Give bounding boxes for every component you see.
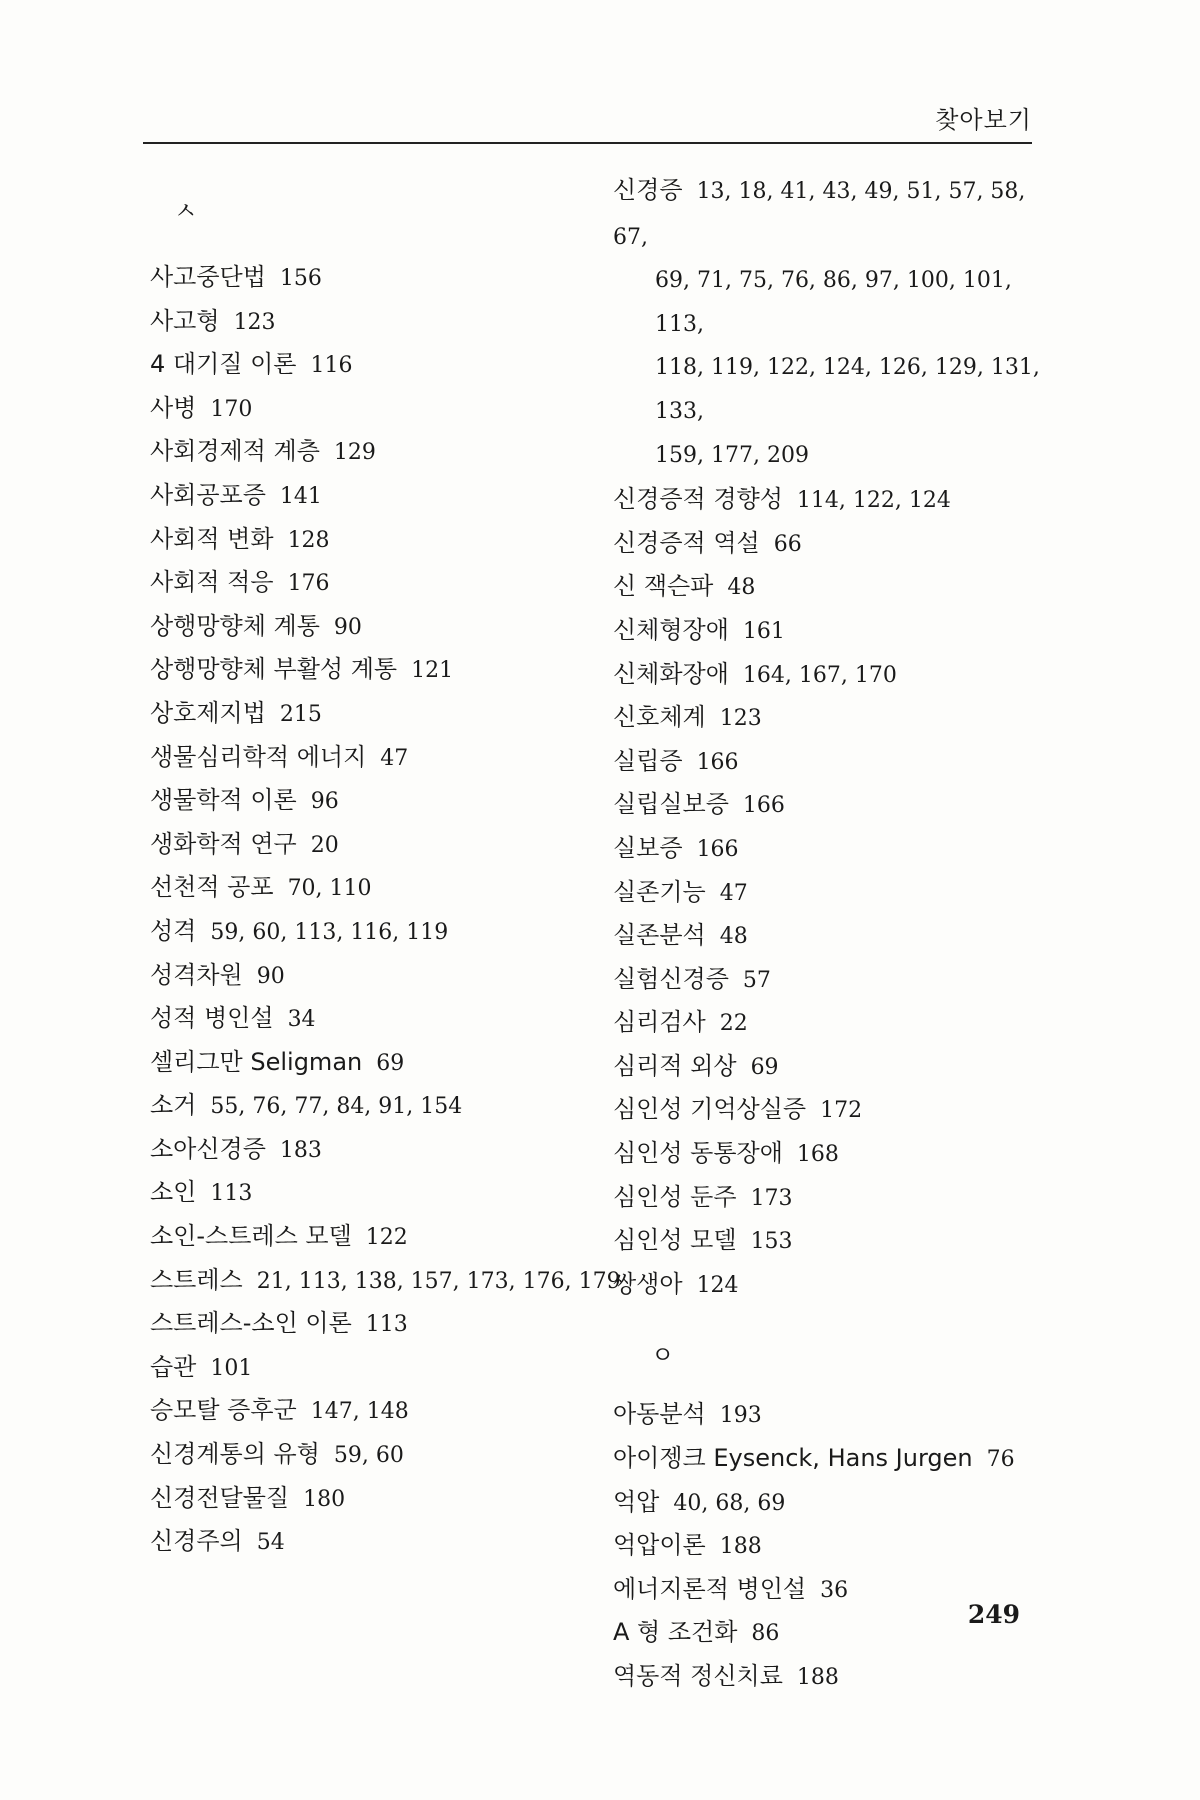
index-entry [150,778,590,822]
entry-term: 신 잭슨파 [613,572,714,601]
index-entry [150,691,590,735]
entry-term: 상행망향체 계통 [150,611,320,640]
entry-pages: 183 [279,1137,322,1163]
entry-term: 사회공포증 [150,480,266,509]
entry-pages: 40, 68, 69 [673,1490,786,1516]
entry-term: 역동적 정신치료 [613,1662,783,1690]
entry-term: 사회적 적응 [150,568,274,597]
index-entry [613,652,1043,696]
index-entry [613,1000,1043,1044]
entry-pages-continued: 159, 177, 209 [655,442,809,468]
index-entry [613,1044,1043,1088]
entry-term: 스트레스-소인 이론 [150,1309,352,1338]
entry-pages: 188 [796,1665,839,1690]
index-entry [150,1083,590,1127]
entry-term: 소인-스트레스 모델 [150,1222,352,1251]
entry-pages: 147, 148 [310,1399,409,1425]
entry-term: 셀리그만 Seligman [150,1047,363,1076]
entry-pages: 153 [750,1229,793,1255]
index-entry [613,1087,1043,1131]
entry-term: 사고형 [150,306,220,335]
entry-term: 심인성 동통장애 [613,1139,783,1168]
entry-pages: 161 [742,618,785,644]
entry-pages: 47 [380,745,409,771]
entry-term: 신경주의 [150,1527,243,1556]
entry-term: 신경계통의 유형 [150,1440,320,1469]
index-entry [150,865,590,909]
entry-term: 상호제지법 [150,698,266,727]
entry-term: 신호체계 [613,703,706,732]
index-entry [613,1523,1043,1567]
entry-term: 심리검사 [613,1008,706,1037]
entry-pages: 124 [696,1272,739,1298]
entry-term: 사회경제적 계층 [150,437,320,466]
entry-term: A 형 조건화 [613,1618,738,1647]
index-entry [150,1301,590,1345]
entry-pages: 90 [333,614,362,640]
entry-pages: 170 [210,396,253,422]
entry-pages: 69 [750,1054,779,1080]
entry-pages: 47 [719,880,748,906]
entry-term: 성격 [150,916,197,945]
entry-term: 생물학적 이론 [150,786,297,815]
entry-pages: 59, 60 [333,1443,404,1469]
entry-term: 억압이론 [613,1531,706,1560]
entry-pages: 116 [310,353,353,379]
header-rule [143,142,1032,144]
entry-pages: 113 [365,1312,408,1338]
entry-term: 신경전달물질 [150,1483,290,1512]
index-column-right [613,168,1043,1698]
section-heading-siot: ㅅ [174,197,198,225]
entry-term: 실존분석 [613,921,706,950]
index-entry [613,695,1043,739]
entry-term: 습관 [150,1352,197,1381]
entry-pages: 86 [751,1621,780,1647]
section-heading-ieung: ㅇ [651,1341,675,1370]
entry-term: 심인성 기억상실증 [613,1095,807,1124]
entry-pages: 173 [750,1185,793,1211]
index-entry [150,386,590,430]
index-entry [150,299,590,343]
index-entry [613,913,1043,957]
index-entry [150,647,590,691]
entry-pages: 193 [719,1403,762,1429]
entry-pages: 166 [696,749,739,775]
index-entry [613,739,1043,783]
entry-term: 생화학적 연구 [150,829,297,858]
index-entry [613,608,1043,652]
entry-pages: 48 [727,575,756,601]
index-entry [150,1345,590,1389]
index-entry [613,1131,1043,1175]
right-entry-list-2 [613,1392,1043,1697]
entry-term: 실립증 [613,746,683,775]
index-entry [150,560,590,604]
index-entry [150,909,590,953]
entry-term: 소인 [150,1178,197,1207]
index-entry [613,1480,1043,1524]
entry-pages: 114, 122, 124 [796,488,951,514]
entry-term: 소아신경증 [150,1134,266,1163]
entry-pages: 69 [376,1050,405,1076]
entry-term: 선천적 공포 [150,873,274,902]
index-entry [150,342,590,386]
index-entry [150,1476,590,1520]
index-entry [150,822,590,866]
entry-term: 생물심리학적 에너지 [150,742,367,771]
entry-term: 심리적 외상 [613,1051,737,1080]
entry-term: 신경증적 경향성 [613,485,783,514]
entry-pages: 166 [696,836,739,862]
index-entry [613,1392,1043,1436]
entry-term: 실립실보증 [613,790,729,819]
entry-term: 신경증 [613,176,683,204]
entry-term: 신체형장애 [613,615,729,644]
entry-pages-continued: 69, 71, 75, 76, 86, 97, 100, 101, 113, [655,268,1012,337]
index-entry [150,255,590,299]
entry-pages: 66 [773,531,802,557]
entry-pages: 48 [719,924,748,950]
entry-term: 사병 [150,393,197,422]
entry-pages: 188 [719,1534,762,1560]
index-entry [150,429,590,473]
entry-pages: 168 [796,1142,839,1168]
entry-pages: 164, 167, 170 [742,662,897,688]
index-entry [613,521,1043,565]
index-column-left [150,168,621,1563]
entry-term: 심인성 모델 [613,1226,737,1255]
entry-pages: 34 [287,1007,316,1033]
index-entry [150,1040,590,1084]
index-entry [613,826,1043,870]
index-entry [150,604,590,648]
entry-term: 에너지론적 병인설 [613,1574,807,1603]
index-entry [150,1214,590,1258]
entry-pages: 20 [310,832,339,858]
index-entry [613,870,1043,914]
entry-pages: 70, 110 [287,876,372,902]
entry-pages: 22 [719,1011,748,1037]
entry-term: 아이젱크 Eysenck, Hans Jurgen [613,1444,973,1473]
index-entry [150,1388,590,1432]
index-entry [613,1654,1043,1698]
entry-pages: 172 [820,1098,863,1124]
index-entry [150,1519,590,1563]
entry-pages: 36 [820,1577,849,1603]
entry-pages: 55, 76, 77, 84, 91, 154 [210,1094,463,1120]
entry-term: 신체화장애 [613,659,729,688]
entry-term: 아동분석 [613,1400,706,1429]
running-title: 찾아보기 [935,106,1032,134]
entry-pages: 129 [333,440,376,466]
entry-pages: 128 [287,527,330,553]
index-entry [613,1436,1043,1480]
index-entry [613,564,1043,608]
entry-pages: 166 [742,793,785,819]
entry-pages: 13, 18, 41, 43, 49, 51, 57, 58, 67, [613,179,1026,250]
entry-term: 쌍생아 [613,1269,683,1298]
index-entry [613,957,1043,1001]
index-entry [150,996,590,1040]
entry-pages: 113 [210,1181,253,1207]
index-entry [150,473,590,517]
entry-term: 승모탈 증후군 [150,1396,297,1425]
left-entry-list [150,255,621,1563]
entry-pages-continued: 118, 119, 122, 124, 126, 129, 131, 133, [655,355,1040,424]
index-entry [613,168,1043,477]
entry-pages: 123 [719,706,762,732]
entry-term: 성적 병인설 [150,1004,274,1033]
entry-term: 실존기능 [613,877,706,906]
entry-term: 실보증 [613,833,683,862]
entry-pages: 122 [365,1225,408,1251]
index-entry [150,735,590,779]
entry-pages: 21, 113, 138, 157, 173, 176, 179 [256,1268,621,1294]
entry-pages: 156 [279,266,322,291]
entry-pages: 54 [256,1530,285,1556]
index-entry [150,517,590,561]
entry-term: 스트레스 [150,1265,243,1294]
index-entry [613,1175,1043,1219]
index-entry [613,1218,1043,1262]
entry-term: 실험신경증 [613,964,729,993]
entry-pages: 101 [210,1355,253,1381]
entry-pages: 57 [742,967,771,993]
index-entry [613,1262,1043,1306]
entry-term: 사고중단법 [150,263,266,291]
index-entry [150,1258,621,1302]
entry-pages: 121 [411,658,454,684]
entry-term: 신경증적 역설 [613,528,760,557]
entry-term: 상행망향체 부활성 계통 [150,655,398,684]
entry-term: 4 대기질 이론 [150,350,297,379]
entry-term: 심인성 둔주 [613,1182,737,1211]
entry-pages: 176 [287,571,330,597]
entry-pages: 76 [986,1447,1015,1473]
entry-pages: 215 [279,701,322,727]
page-number: 249 [967,1600,1020,1629]
entry-pages: 59, 60, 113, 116, 119 [210,919,449,945]
entry-pages: 141 [279,483,322,509]
index-entry [613,477,1043,521]
entry-term: 억압 [613,1487,660,1516]
index-entry [150,953,590,997]
right-entry-list [613,477,1043,1305]
index-entry [150,1127,590,1171]
entry-pages: 123 [233,309,276,335]
entry-pages: 180 [303,1486,346,1512]
entry-pages: 90 [256,963,285,989]
index-entry [613,782,1043,826]
entry-term: 사회적 변화 [150,524,274,553]
index-entry [150,1170,590,1214]
entry-pages: 96 [310,789,339,815]
entry-term: 성격차원 [150,960,243,989]
index-entry [150,1432,590,1476]
entry-term: 소거 [150,1091,197,1120]
